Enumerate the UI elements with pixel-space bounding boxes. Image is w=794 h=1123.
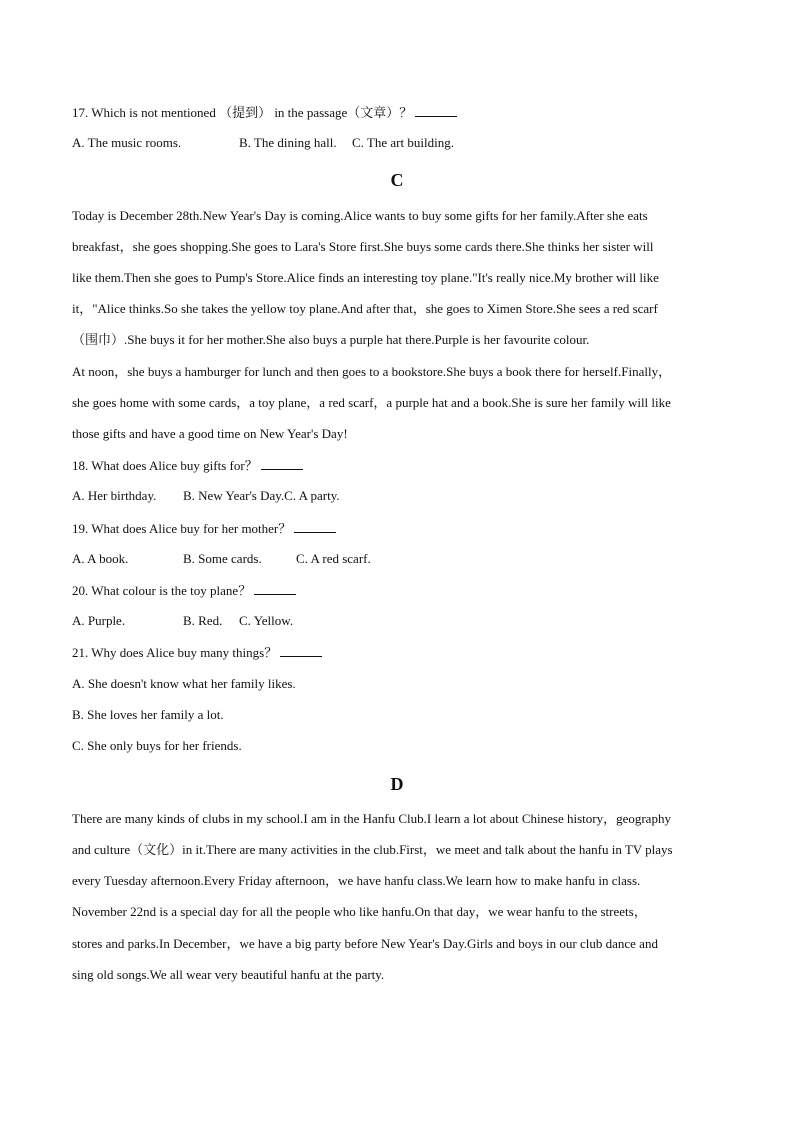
section-heading-c: C [390,170,404,190]
answer-blank-19 [294,520,336,533]
option-a: A. She doesn't know what her family likes. [72,676,296,691]
option-b: B. New Year's Day. [183,488,285,503]
passage-c-line: Today is December 28th.New Year's Day is coming.Alice wants to buy some gifts for her family.After she eats [72,208,648,223]
option-a: A. A book. [72,551,129,566]
option-c: C. A red scarf. [296,551,371,566]
question-18-text: 18. What does Alice buy gifts for？ [72,458,258,473]
option-b: B. She loves her family a lot. [72,707,224,722]
passage-d-line: stores and parks.In December，we have a big party before New Year's Day.Girls and boys in our club dance and [72,936,658,951]
question-18 [72,457,722,474]
option-c: C. A party. [284,488,340,503]
option-b: B. Red. [183,613,223,628]
section-heading-d: D [390,774,404,794]
passage-c-line: breakfast，she goes shopping.She goes to Lara's Store first.She buys some cards there.She thinks her sister will [72,239,654,254]
question-17-options [72,135,722,151]
answer-blank-18 [261,457,303,470]
answer-blank-20 [254,582,296,595]
question-20 [72,582,722,599]
question-21-text: 21. Why does Alice buy many things？ [72,645,278,660]
question-17-text: 17. Which is not mentioned （提到） in the passage（文章）？ [72,105,413,120]
option-c: C. Yellow. [239,613,294,628]
passage-c-line: she goes home with some cards，a toy plane，a red scarf，a purple hat and a book.She is sure her family will like [72,395,671,410]
passage-c-line: those gifts and have a good time on New Year's Day! [72,426,348,441]
question-19-options [72,551,722,567]
answer-blank-17 [415,104,457,117]
option-c: C. The art building. [352,135,454,150]
option-c: C. She only buys for her friends. [72,738,242,753]
passage-c-line: it，"Alice thinks.So she takes the yellow toy plane.And after that，she goes to Ximen Store.She sees a red scarf [72,301,658,316]
passage-c-line: At noon，she buys a hamburger for lunch and then goes to a bookstore.She buys a book there for herself.Finally， [72,364,672,379]
option-b: B. Some cards. [183,551,262,566]
passage-c-line: like them.Then she goes to Pump's Store.Alice finds an interesting toy plane."It's really nice.My brother will like [72,270,659,285]
passage-d-line: and culture（文化）in it.There are many activities in the club.First，we meet and talk about the hanfu in TV plays [72,842,673,857]
question-21 [72,644,722,661]
option-a: A. The music rooms. [72,135,182,150]
passage-d-line: every Tuesday afternoon.Every Friday afternoon，we have hanfu class.We learn how to make hanfu in class. [72,873,641,888]
answer-blank-21 [280,644,322,657]
option-b: B. The dining hall. [239,135,337,150]
question-20-options [72,613,722,629]
passage-c-line: （围巾）.She buys it for her mother.She also buys a purple hat there.Purple is her favourite colour. [72,332,590,347]
question-20-text: 20. What colour is the toy plane？ [72,583,252,598]
passage-d-line: November 22nd is a special day for all the people who like hanfu.On that day，we wear hanfu to the streets， [72,904,647,919]
passage-d-line: sing old songs.We all wear very beautiful hanfu at the party. [72,967,385,982]
question-18-options [72,488,722,504]
option-a: A. Her birthday. [72,488,157,503]
question-19-text: 19. What does Alice buy for her mother？ [72,521,292,536]
passage-d-line: There are many kinds of clubs in my school.I am in the Hanfu Club.I learn a lot about Chinese history，geography [72,811,671,826]
question-17 [72,104,722,121]
option-a: A. Purple. [72,613,126,628]
question-19 [72,520,722,537]
